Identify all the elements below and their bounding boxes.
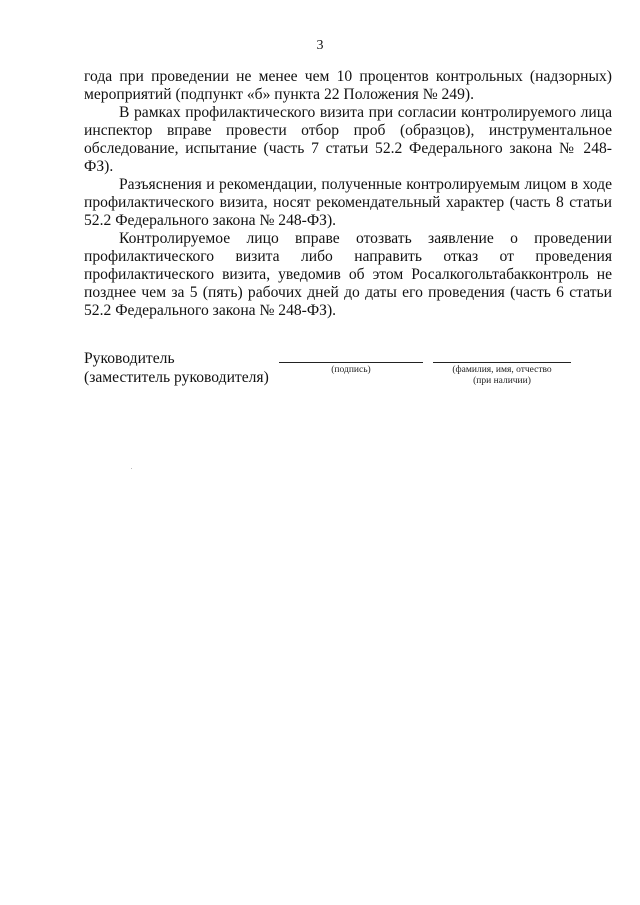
name-caption xyxy=(433,365,571,387)
name-caption-line-1: (фамилия, имя, отчество xyxy=(452,365,552,375)
paragraph-continuation: года при проведении не менее чем 10 процентов контрольных (надзорных) мероприятий (подпункт «б» пункта 22 Положения № 249). xyxy=(84,68,612,103)
signatory-block xyxy=(84,349,284,387)
name-line xyxy=(433,362,571,363)
paragraph-withdrawal: Контролируемое лицо вправе отозвать заявление о проведении профилактического визита либо направить отказ от проведения профилактического визита, уведомив об этом Росалкогольтабакконтроль не позднее чем за 5 (пять) рабочих дней до даты его проведения (часть 6 статьи 52.2 Федерального закона № 248-ФЗ). xyxy=(84,230,612,319)
signatory-subtitle: (заместитель руководителя) xyxy=(84,369,269,386)
document-body xyxy=(84,68,612,320)
signatory-title: Руководитель xyxy=(84,350,175,367)
scan-speck xyxy=(131,468,132,469)
page-number: 3 xyxy=(316,38,324,53)
paragraph-recommendations: Разъяснения и рекомендации, полученные контролируемым лицом в ходе профилактического визита, носят рекомендательный характер (часть 8 статьи 52.2 Федерального закона № 248-ФЗ). xyxy=(84,176,612,229)
paragraph-sampling: В рамках профилактического визита при согласии контролируемого лица инспектор вправе провести отбор проб (образцов), инструментальное обследование, испытание (часть 7 статьи 52.2 Федерального закона № 248-ФЗ). xyxy=(84,104,612,175)
signature-caption: (подпись) xyxy=(331,365,371,375)
signature-line xyxy=(279,362,423,363)
name-caption-line-2: (при наличии) xyxy=(473,376,531,386)
